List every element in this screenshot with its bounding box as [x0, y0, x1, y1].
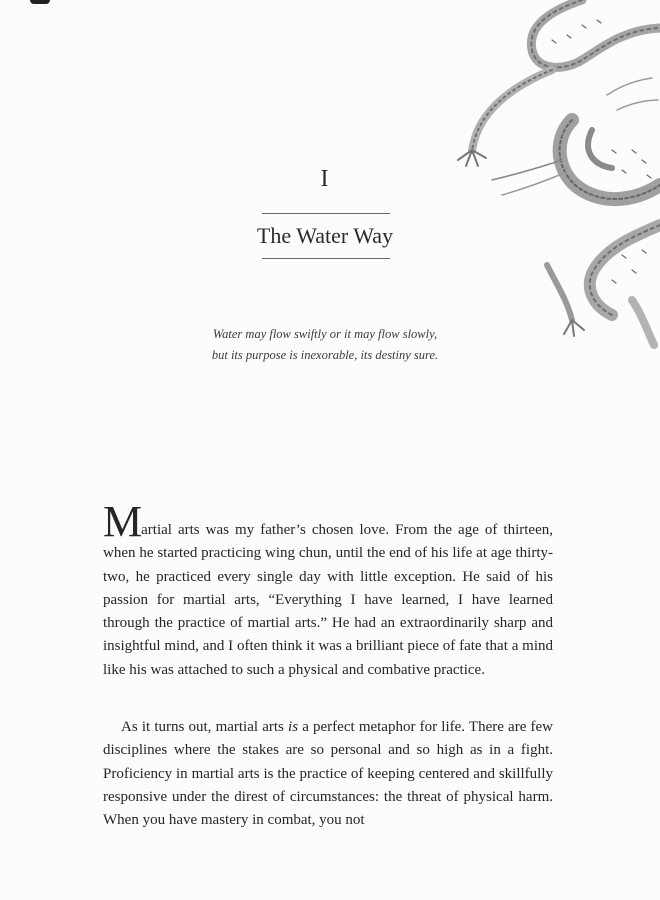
paragraph-2-text-start: As it turns out, martial arts: [121, 719, 289, 735]
body-paragraph-1: [103, 497, 553, 682]
epigraph-line-2: but its purpose is inexorable, its destiny sure.: [211, 348, 439, 362]
paragraph-1-text: artial arts was my father’s chosen love. From the age of thirteen, when he started practicing wing chun, until the end of his life at age thirty-two, he practiced every single day with little exception. He said of his passion for martial arts, “Everything I have learned, I have learned through the practice of martial arts.” He had an extraordinarily sharp and insightful mind, and I often think it was a brilliant piece of fate that a mind like his was attached to such a physical and combative practice.: [103, 522, 553, 678]
epigraph-line-1: Water may flow swiftly or it may flow slowly,: [212, 327, 438, 341]
corner-mark: [30, 0, 50, 4]
chapter-number: I: [320, 166, 330, 192]
paragraph-2-text-end: a perfect metaphor for life. There are few disciplines where the stakes are so personal and so high as in a fight. Proficiency in martial arts is the practice of keeping centered and skillfully responsive under the direst of circumstances: the threat of physical harm. When you have mastery in combat, you not: [103, 719, 553, 829]
epigraph: [0, 324, 650, 366]
title-rule-top: [262, 213, 390, 214]
paragraph-2-emphasis: is: [288, 719, 299, 735]
drop-cap: M: [103, 497, 142, 546]
title-rule-bottom: [262, 258, 390, 259]
chapter-title: The Water Way: [256, 223, 394, 248]
body-paragraph-2: [103, 716, 553, 832]
